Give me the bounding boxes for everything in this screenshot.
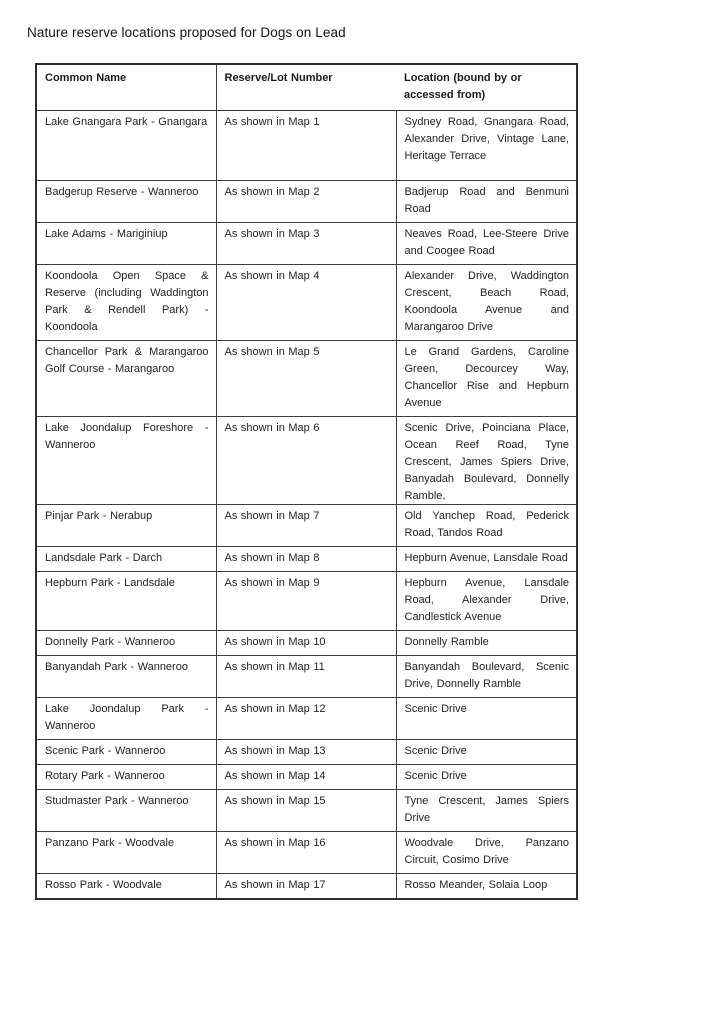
common-name-cell-text: Panzano Park - Woodvale	[45, 837, 175, 849]
reserve-lot-cell	[216, 572, 396, 631]
common-name-cell	[36, 505, 216, 547]
common-name-cell	[36, 341, 216, 417]
location-cell	[396, 832, 577, 874]
table-row	[36, 111, 577, 181]
reserve-lot-cell-text: As shown in Map 6	[224, 422, 320, 434]
reserve-lot-cell-text: As shown in Map 7	[224, 510, 320, 522]
location-cell-text: Rosso Meander, Solaia Loop	[404, 879, 548, 891]
common-name-cell-text: Landsdale Park - Darch	[45, 552, 163, 564]
reserve-lot-cell	[216, 223, 396, 265]
location-cell	[396, 223, 577, 265]
location-cell-text: Scenic Drive	[404, 703, 467, 715]
table-row	[36, 265, 577, 341]
location-cell	[396, 698, 577, 740]
location-cell	[396, 265, 577, 341]
location-cell	[396, 656, 577, 698]
reserve-lot-cell-text: As shown in Map 15	[224, 795, 326, 807]
reserve-lot-cell	[216, 547, 396, 572]
table-row	[36, 572, 577, 631]
common-name-cell-text: Lake Gnangara Park - Gnangara	[45, 116, 208, 128]
table-row	[36, 417, 577, 505]
common-name-cell	[36, 181, 216, 223]
reserve-lot-cell-text: As shown in Map 16	[224, 837, 326, 849]
table-row	[36, 631, 577, 656]
location-cell-text: Banyandah Boulevard, Scenic Drive, Donnelly Ramble	[404, 661, 569, 690]
column-header-reserve-lot-number: Reserve/Lot Number	[216, 64, 396, 111]
common-name-cell	[36, 698, 216, 740]
location-cell-text: Scenic Drive	[404, 770, 467, 782]
location-cell	[396, 572, 577, 631]
location-cell	[396, 111, 577, 181]
common-name-cell-text: Pinjar Park - Nerabup	[45, 510, 153, 522]
common-name-cell	[36, 832, 216, 874]
location-cell	[396, 341, 577, 417]
header-row	[36, 64, 577, 111]
reserve-lot-cell	[216, 790, 396, 832]
location-cell	[396, 505, 577, 547]
table-row	[36, 790, 577, 832]
common-name-cell-text: Lake Joondalup Foreshore - Wanneroo	[45, 422, 209, 451]
common-name-cell-text: Lake Joondalup Park - Wanneroo	[45, 703, 209, 732]
location-cell	[396, 874, 577, 900]
location-cell-text: Woodvale Drive, Panzano Circuit, Cosimo Drive	[404, 837, 569, 866]
location-cell-text: Donnelly Ramble	[404, 636, 489, 648]
location-cell-text: Scenic Drive	[404, 745, 467, 757]
common-name-cell	[36, 111, 216, 181]
common-name-cell-text: Hepburn Park - Landsdale	[45, 577, 175, 589]
location-cell-text: Hepburn Avenue, Lansdale Road	[404, 552, 568, 564]
location-cell-text: Neaves Road, Lee-Steere Drive and Coogee Road	[404, 228, 569, 257]
common-name-cell	[36, 631, 216, 656]
common-name-cell	[36, 265, 216, 341]
table-row	[36, 341, 577, 417]
table-row	[36, 505, 577, 547]
reserve-lot-cell-text: As shown in Map 5	[224, 346, 320, 358]
reserve-lot-cell	[216, 265, 396, 341]
reserve-lot-cell-text: As shown in Map 8	[224, 552, 320, 564]
reserve-lot-cell	[216, 698, 396, 740]
table-row	[36, 547, 577, 572]
common-name-cell	[36, 740, 216, 765]
reserve-lot-cell-text: As shown in Map 2	[224, 186, 320, 198]
reserve-lot-cell-text: As shown in Map 13	[224, 745, 326, 757]
table-row	[36, 874, 577, 900]
reserve-lot-cell	[216, 505, 396, 547]
location-cell-text: Scenic Drive, Poinciana Place, Ocean Reef Road, Tyne Crescent, James Spiers Drive, Banyadah Boulevard, Donnelly Ramble,	[404, 422, 569, 500]
location-cell	[396, 417, 577, 505]
reserve-lot-cell	[216, 631, 396, 656]
column-header-common-name: Common Name	[36, 64, 216, 111]
location-cell-text: Tyne Crescent, James Spiers Drive	[404, 795, 569, 824]
reserve-lot-cell-text: As shown in Map 10	[224, 636, 326, 648]
location-cell	[396, 181, 577, 223]
reserve-lot-cell-text: As shown in Map 4	[224, 270, 320, 282]
common-name-cell-text: Lake Adams - Mariginiup	[45, 228, 168, 240]
reserve-lot-cell-text: As shown in Map 12	[224, 703, 326, 715]
common-name-cell	[36, 223, 216, 265]
column-header-location: Location (bound by or accessed from)	[396, 64, 577, 111]
table-row	[36, 740, 577, 765]
reserve-lot-cell-text: As shown in Map 14	[224, 770, 326, 782]
reserve-lot-cell	[216, 111, 396, 181]
common-name-cell-text: Rotary Park - Wanneroo	[45, 770, 165, 782]
table-row	[36, 223, 577, 265]
location-cell-text: Badjerup Road and Benmuni Road	[404, 186, 569, 215]
table-row	[36, 181, 577, 223]
reserve-lot-cell	[216, 832, 396, 874]
table-header	[36, 64, 577, 111]
common-name-cell	[36, 790, 216, 832]
common-name-cell-text: Rosso Park - Woodvale	[45, 879, 162, 891]
common-name-cell	[36, 765, 216, 790]
common-name-cell	[36, 547, 216, 572]
common-name-cell-text: Chancellor Park & Marangaroo Golf Course - Marangaroo	[45, 346, 209, 375]
location-cell	[396, 631, 577, 656]
common-name-cell-text: Donnelly Park - Wanneroo	[45, 636, 176, 648]
location-cell-text: Alexander Drive, Waddington Crescent, Beach Road, Koondoola Avenue and Marangaroo Drive	[404, 270, 569, 333]
location-cell-text: Sydney Road, Gnangara Road, Alexander Drive, Vintage Lane, Heritage Terrace	[404, 116, 569, 162]
common-name-cell-text: Scenic Park - Wanneroo	[45, 745, 166, 757]
location-cell	[396, 740, 577, 765]
reserve-lot-cell-text: As shown in Map 11	[224, 661, 325, 673]
common-name-cell-text: Studmaster Park - Wanneroo	[45, 795, 189, 807]
common-name-cell-text: Banyandah Park - Wanneroo	[45, 661, 188, 673]
common-name-cell	[36, 572, 216, 631]
reserve-lot-cell	[216, 417, 396, 505]
table-body	[36, 111, 577, 900]
common-name-cell	[36, 656, 216, 698]
reserve-lot-cell	[216, 656, 396, 698]
reserve-lot-cell	[216, 874, 396, 900]
common-name-cell	[36, 417, 216, 505]
reserve-lot-cell-text: As shown in Map 1	[224, 116, 320, 128]
location-cell-text: Old Yanchep Road, Pederick Road, Tandos Road	[404, 510, 569, 539]
common-name-cell-text: Badgerup Reserve - Wanneroo	[45, 186, 199, 198]
table-row	[36, 656, 577, 698]
location-cell-text: Hepburn Avenue, Lansdale Road, Alexander Drive, Candlestick Avenue	[404, 577, 569, 623]
table-row	[36, 698, 577, 740]
reserve-lot-cell	[216, 740, 396, 765]
page-title: Nature reserve locations proposed for Dogs on Lead	[27, 25, 346, 40]
location-cell	[396, 547, 577, 572]
location-cell	[396, 765, 577, 790]
table-row	[36, 832, 577, 874]
reserve-lot-cell-text: As shown in Map 9	[224, 577, 320, 589]
common-name-cell	[36, 874, 216, 900]
location-cell-text: Le Grand Gardens, Caroline Green, Decourcey Way, Chancellor Rise and Hepburn Avenue	[404, 346, 569, 409]
reserves-table	[35, 63, 578, 900]
table-row	[36, 765, 577, 790]
location-cell	[396, 790, 577, 832]
common-name-cell-text: Koondoola Open Space & Reserve (including Waddington Park & Rendell Park) - Koondoola	[45, 270, 209, 333]
reserve-lot-cell	[216, 341, 396, 417]
reserve-lot-cell	[216, 765, 396, 790]
reserve-lot-cell-text: As shown in Map 3	[224, 228, 320, 240]
reserve-lot-cell	[216, 181, 396, 223]
reserve-lot-cell-text: As shown in Map 17	[224, 879, 326, 891]
